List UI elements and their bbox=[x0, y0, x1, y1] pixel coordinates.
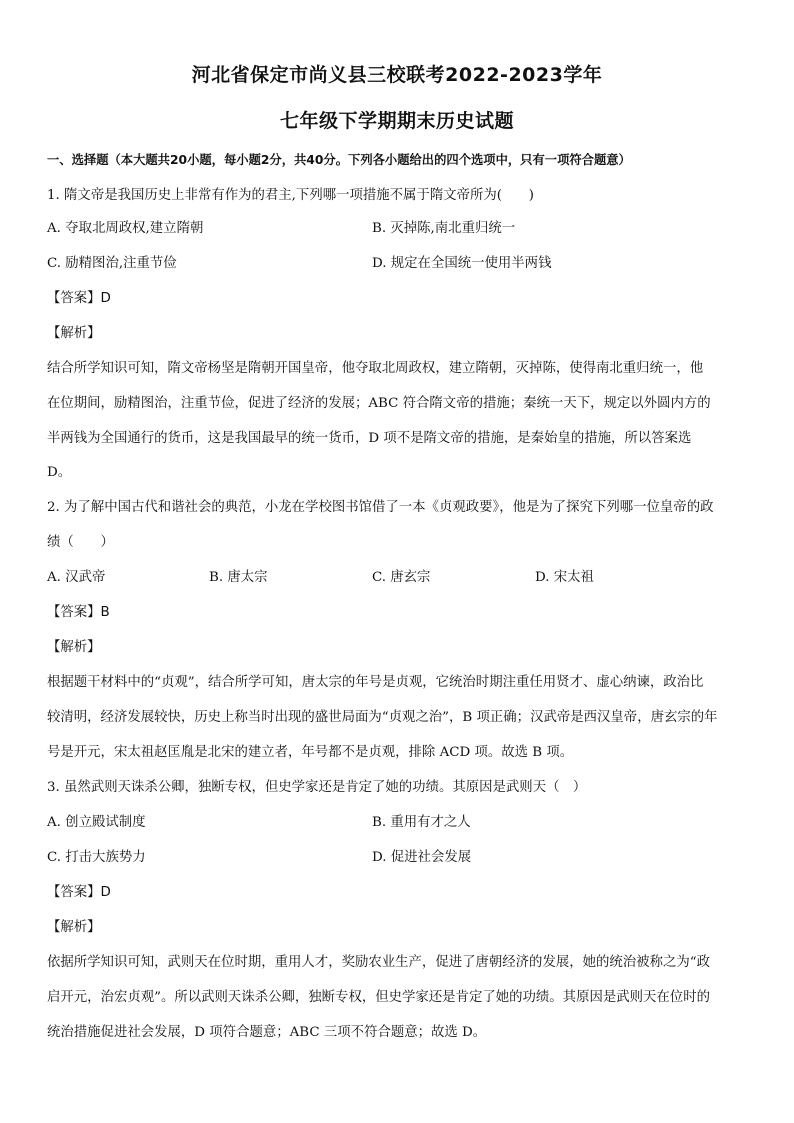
question-2-analysis-line: 号是开元，宋太祖赵匡胤是北宋的建立者，年号都不是贞观，排除 ACD 项。故选 B 项。 bbox=[47, 745, 574, 760]
question-1-analysis-line: 结合所学知识可知，隋文帝杨坚是隋朝开国皇帝，他夺取北周政权，建立隋朝，灭掉陈，使得南北重归统一，他 bbox=[47, 361, 704, 376]
question-3-analysis-line: 依据所学知识可知，武则天在位时期，重用人才，奖励农业生产，促进了唐朝经济的发展，她的统治被称之为“政 bbox=[47, 955, 710, 970]
question-3-option-d: D. 促进社会发展 bbox=[372, 850, 472, 865]
question-1-analysis-label: 【解析】 bbox=[47, 326, 101, 341]
question-2-answer: 【答案】B bbox=[47, 605, 110, 620]
question-1-analysis-line: 在位期间，励精图治，注重节俭，促进了经济的发展；ABC 符合隋文帝的措施；秦统一天下，规定以外圆内方的 bbox=[47, 396, 711, 411]
question-2-analysis-label: 【解析】 bbox=[47, 640, 101, 655]
question-3-stem: 3. 虽然武则天诛杀公卿，独断专权，但史学家还是肯定了她的功绩。其原因是武则天（ ） bbox=[47, 780, 587, 795]
question-2-analysis-line: 根据题干材料中的“贞观”，结合所学可知，唐太宗的年号是贞观，它统治时期注重任用贤才、虚心纳谏，政治比 bbox=[47, 675, 704, 690]
question-2-option-c: C. 唐玄宗 bbox=[372, 570, 431, 585]
question-2-stem: 2. 为了解中国古代和谐社会的典范，小龙在学校图书馆借了一本《贞观政要》，他是为了探究下列哪一位皇帝的政 bbox=[47, 500, 714, 515]
question-1-option-d: D. 规定在全国统一使用半两钱 bbox=[372, 256, 552, 271]
question-3-option-c: C. 打击大族势力 bbox=[47, 850, 146, 865]
question-1-option-a: A. 夺取北周政权,建立隋朝 bbox=[47, 221, 204, 236]
question-3-analysis-line: 启开元，治宏贞观”。所以武则天诛杀公卿，独断专权，但史学家还是肯定了她的功绩。其原因是武则天在位时的 bbox=[47, 990, 710, 1005]
doc-title-line-1: 河北省保定市尚义县三校联考2022-2023学年 bbox=[191, 64, 603, 86]
question-3-analysis-line: 统治措施促进社会发展，D 项符合题意；ABC 三项不符合题意；故选 D。 bbox=[47, 1025, 487, 1040]
question-2-option-d: D. 宋太祖 bbox=[535, 570, 594, 585]
question-2-option-a: A. 汉武帝 bbox=[47, 570, 106, 585]
question-1-answer: 【答案】D bbox=[47, 291, 111, 306]
question-2-stem-cont: 绩（ ） bbox=[47, 535, 114, 550]
section-heading: 一、选择题（本大题共20小题，每小题2分，共40分。下列各小题给出的四个选项中，只有一项符合题意） bbox=[47, 153, 631, 167]
question-1-stem: 1. 隋文帝是我国历史上非常有作为的君主,下列哪一项措施不属于隋文帝所为( ) bbox=[47, 188, 535, 203]
question-1-option-c: C. 励精图治,注重节俭 bbox=[47, 256, 177, 271]
question-2-analysis-line: 较清明，经济发展较快，历史上称当时出现的盛世局面为“贞观之治”，B 项正确；汉武帝是西汉皇帝，唐玄宗的年 bbox=[47, 710, 718, 725]
doc-title-line-2: 七年级下学期期末历史试题 bbox=[279, 110, 514, 132]
question-1-analysis-line: 半两钱为全国通行的货币，这是我国最早的统一货币，D 项不是隋文帝的措施，是秦始皇的措施，所以答案选 bbox=[47, 431, 692, 446]
question-3-option-b: B. 重用有才之人 bbox=[372, 815, 471, 830]
question-3-analysis-label: 【解析】 bbox=[47, 920, 101, 935]
question-2-option-b: B. 唐太宗 bbox=[209, 570, 268, 585]
question-1-option-b: B. 灭掉陈,南北重归统一 bbox=[372, 221, 516, 236]
question-1-analysis-line: D。 bbox=[47, 465, 72, 480]
question-3-answer: 【答案】D bbox=[47, 885, 111, 900]
question-3-option-a: A. 创立殿试制度 bbox=[47, 815, 146, 830]
